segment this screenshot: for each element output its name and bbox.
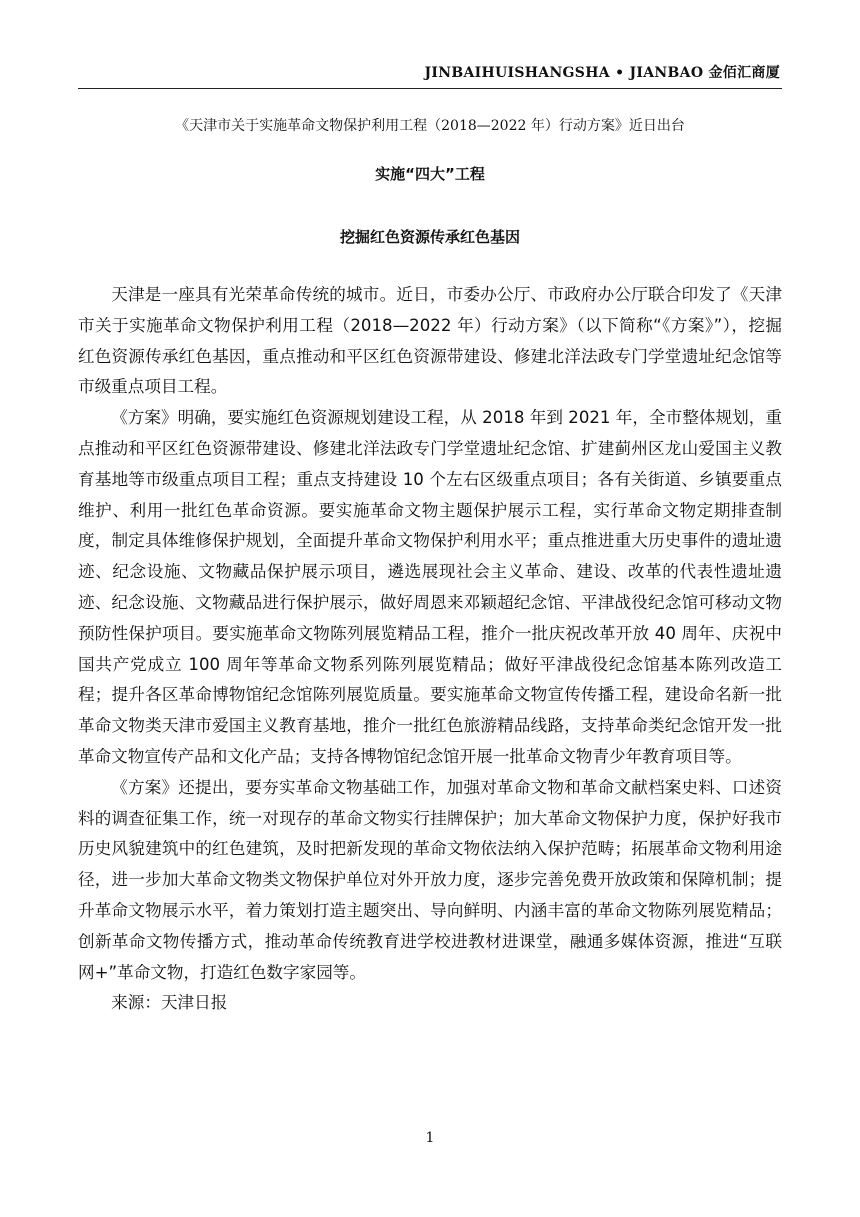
section-subheading: 挖掘红色资源传承红色基因 (339, 228, 520, 246)
section-heading: 实施“四大”工程 (375, 165, 485, 183)
header-divider (78, 88, 782, 89)
document-title: 《天津市关于实施革命文物保护利用工程（2018—2022 年）行动方案》近日出台 (175, 118, 685, 134)
article-body (78, 280, 782, 1019)
paragraph-plan-details: 《方案》明确，要实施红色资源规划建设工程，从 2018 年到 2021 年，全市整体规划，重点推动和平区红色资源带建设、修建北洋法政专门学堂遗址纪念馆、扩建蓟州区龙山爱国主义教育基地等市级重点项目工程；重点支持建设 10 个左右区级重点项目；各有关街道、乡镇要重点维护、利用一批红色革命资源。要实施革命文物主题保护展示工程，实行革命文物定期排查制度，制定具体维修保护规划，全面提升革命文物保护利用水平；重点推进重大历史事件的遗址遗迹、纪念设施、文物藏品保护展示项目，遴选展现社会主义革命、建设、改革的代表性遗址遗迹、纪念设施、文物藏品进行保护展示，做好周恩来邓颖超纪念馆、平津战役纪念馆可移动文物预防性保护项目。要实施革命文物陈列展览精品工程，推介一批庆祝改革开放 40 周年、庆祝中国共产党成立 100 周年等革命文物系列陈列展览精品；做好平津战役纪念馆基本陈列改造工程；提升各区革命博物馆纪念馆陈列展览质量。要实施革命文物宣传传播工程，建设命名新一批革命文物类天津市爱国主义教育基地，推介一批红色旅游精品线路，支持革命类纪念馆开发一批革命文物宣传产品和文化产品；支持各博物馆纪念馆开展一批革命文物青少年教育项目等。 (78, 408, 782, 766)
paragraph-source: 来源：天津日报 (111, 993, 228, 1013)
page-number: 1 (425, 1130, 435, 1146)
paragraph-intro: 天津是一座具有光荣革命传统的城市。近日，市委办公厅、市政府办公厅联合印发了《天津市关于实施革命文物保护利用工程（2018—2022 年）行动方案》（以下简称“《方案》”），挖掘红色资源传承红色基因，重点推动和平区红色资源带建设、修建北洋法政专门学堂遗址纪念馆等市级重点项目工程。 (78, 285, 782, 397)
running-header: JINBAIHUISHANGSHA • JIANBAO 金佰汇商厦 (424, 65, 780, 81)
paragraph-plan-requirements: 《方案》还提出，要夯实革命文物基础工作，加强对革命文物和革命文献档案史料、口述资料的调查征集工作，统一对现存的革命文物实行挂牌保护；加大革命文物保护力度，保护好我市历史风貌建筑中的红色建筑，及时把新发现的革命文物依法纳入保护范畴；拓展革命文物利用途径，进一步加大革命文物类文物保护单位对外开放力度，逐步完善免费开放政策和保障机制；提升革命文物展示水平，着力策划打造主题突出、导向鲜明、内涵丰富的革命文物陈列展览精品；创新革命文物传播方式，推动革命传统教育进学校进教材进课堂，融通多媒体资源，推进“互联网+”革命文物，打造红色数字家园等。 (78, 777, 782, 982)
